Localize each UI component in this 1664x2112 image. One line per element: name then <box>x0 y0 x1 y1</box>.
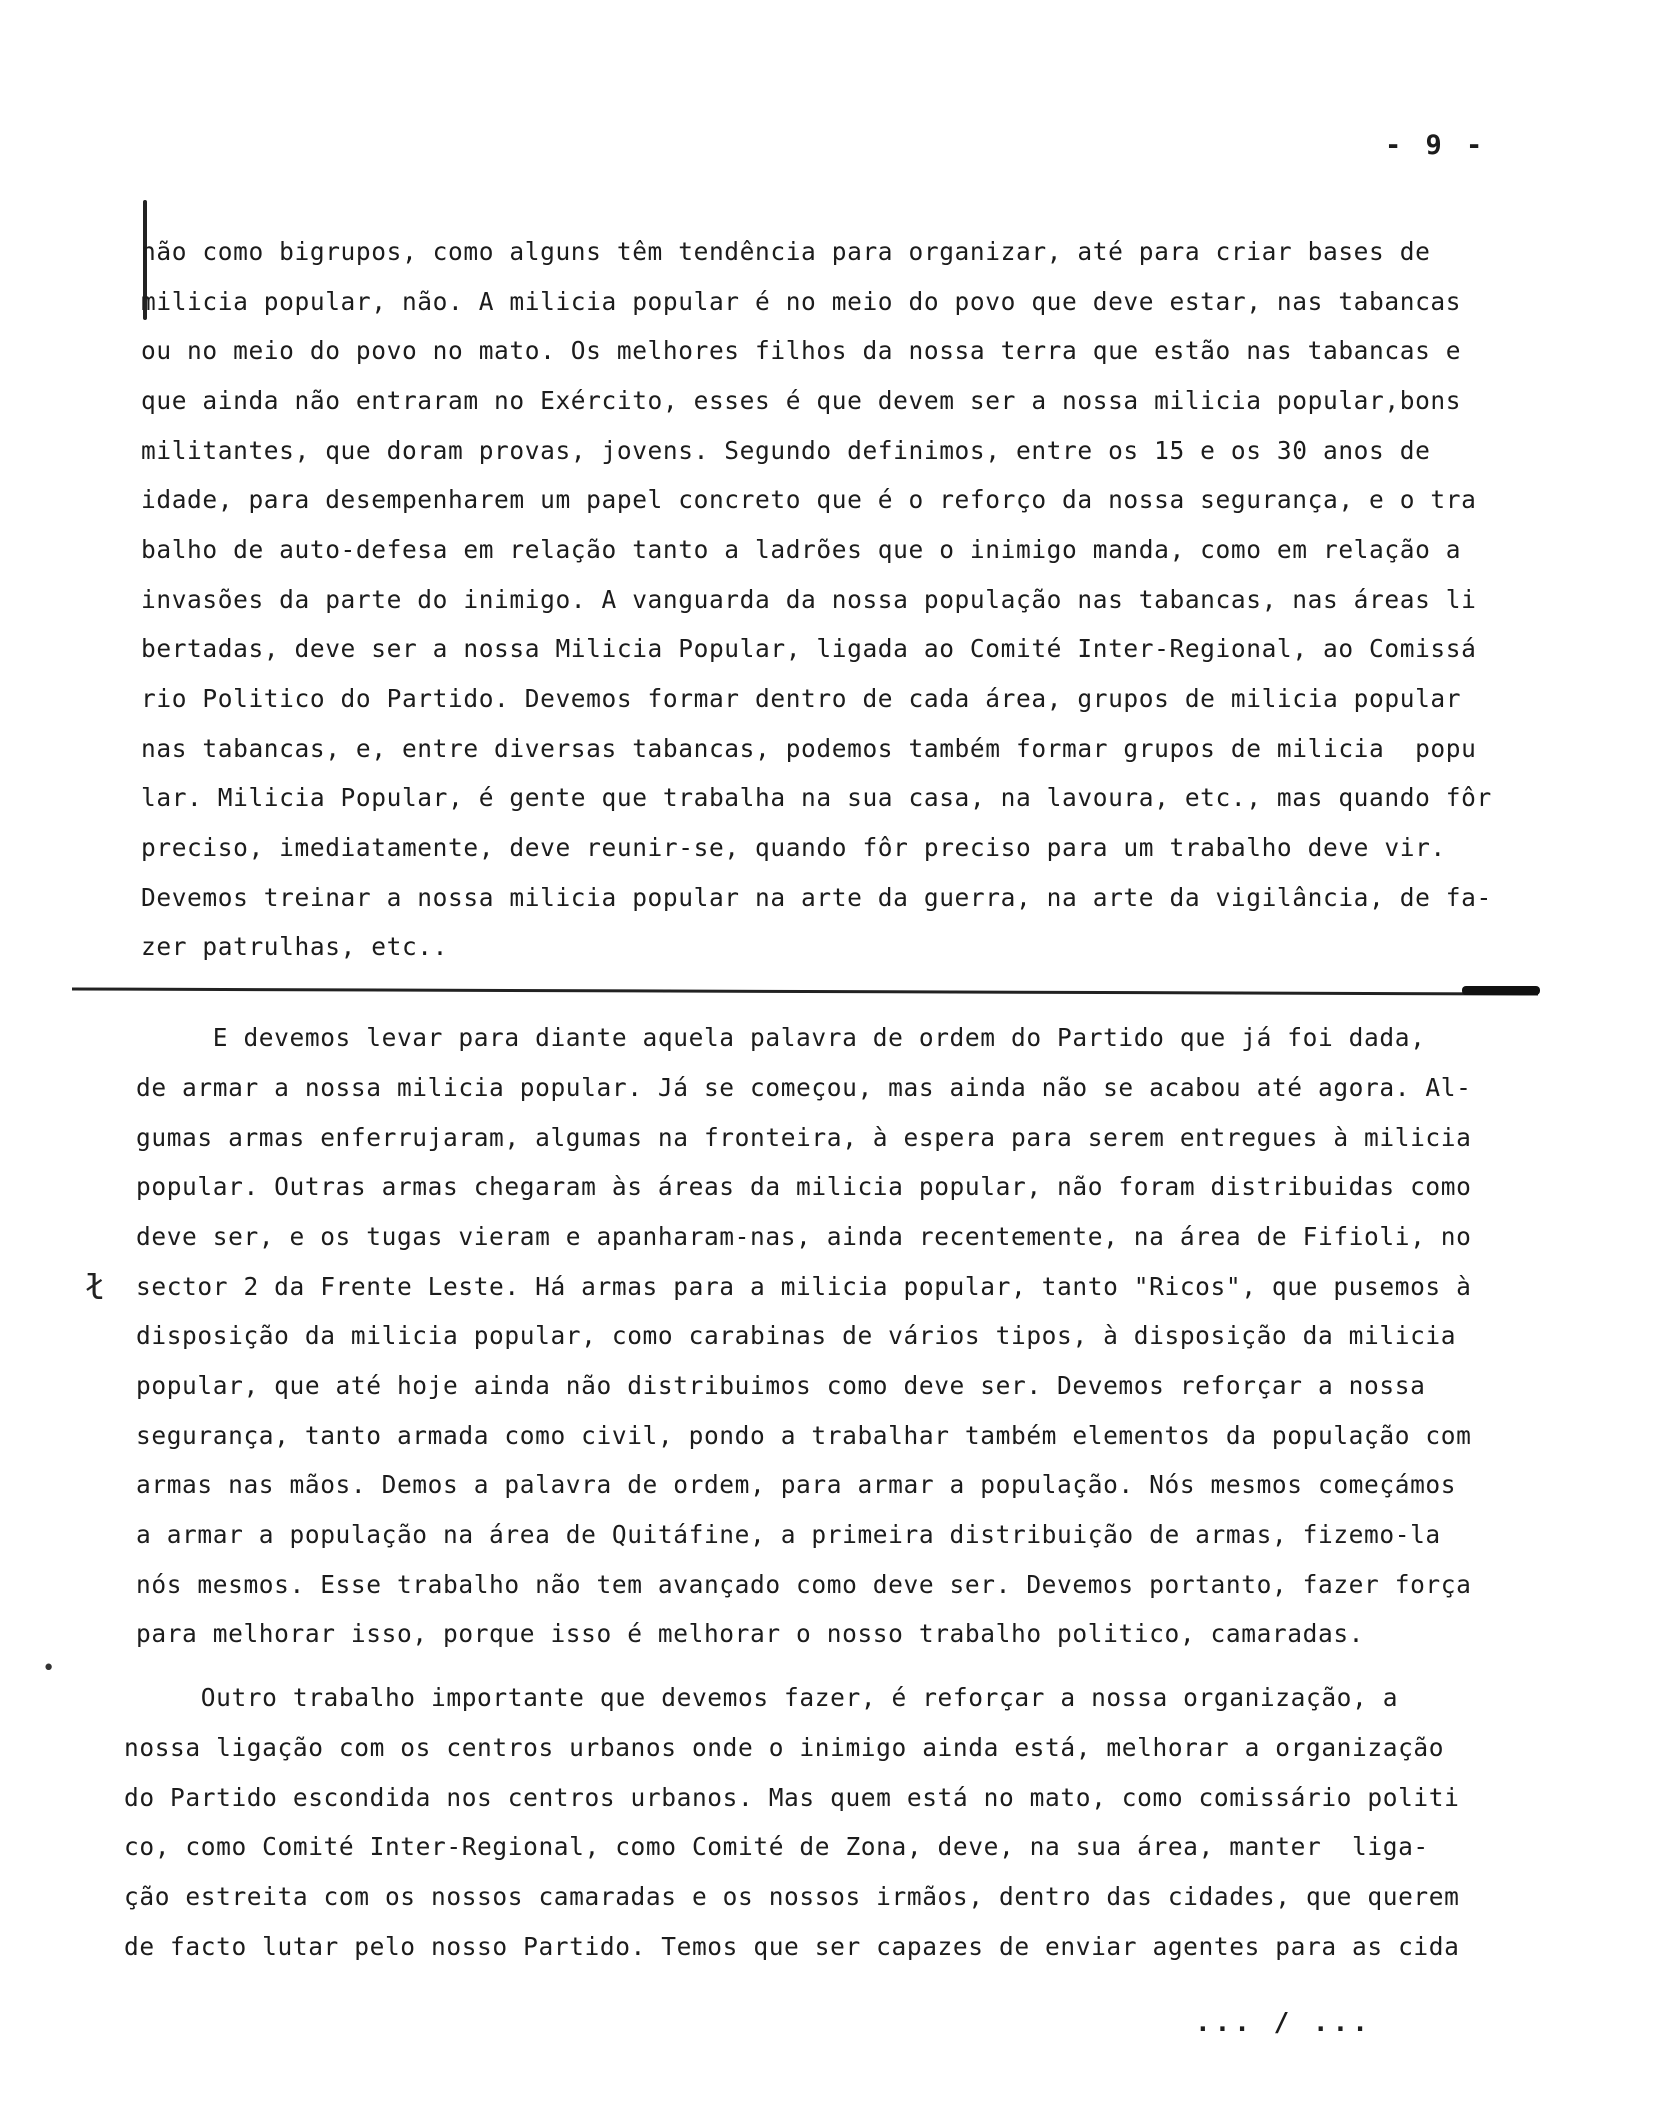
margin-dot: • <box>42 1656 56 1681</box>
text-line: E devemos levar para diante aquela palavra de ordem do Partido que já foi dada, <box>136 1023 1426 1052</box>
text-line: nas tabancas, e, entre diversas tabancas, podemos também formar grupos de milicia popu <box>141 734 1477 763</box>
text-line: ou no meio do povo no mato. Os melhores filhos da nossa terra que estão nas tabancas e <box>141 336 1462 365</box>
text-line: que ainda não entraram no Exército, esses é que devem ser a nossa milicia popular,bons <box>141 386 1462 415</box>
continuation-mark: ... / ... <box>1195 2008 1372 2038</box>
text-line: preciso, imediatamente, deve reunir-se, quando fôr preciso para um trabalho deve vir. <box>141 833 1446 862</box>
section-divider <box>72 987 1538 995</box>
text-line: disposição da milicia popular, como carabinas de vários tipos, à disposição da milicia <box>136 1321 1457 1350</box>
text-line: não como bigrupos, como alguns têm tendência para organizar, até para criar bases de <box>141 237 1431 266</box>
text-line: zer patrulhas, etc.. <box>141 932 449 961</box>
text-line: de armar a nossa milicia popular. Já se começou, mas ainda não se acabou até agora. Al- <box>136 1073 1472 1102</box>
text-line: Devemos treinar a nossa milicia popular na arte da guerra, na arte da vigilância, de fa- <box>141 883 1492 912</box>
text-line: deve ser, e os tugas vieram e apanharam-nas, ainda recentemente, na área de Fifioli, no <box>136 1222 1472 1251</box>
text-line: rio Politico do Partido. Devemos formar dentro de cada área, grupos de milicia popular <box>141 684 1462 713</box>
text-line: lar. Milicia Popular, é gente que trabalha na sua casa, na lavoura, etc., mas quando fôr <box>141 783 1492 812</box>
text-line: co, como Comité Inter-Regional, como Comité de Zona, deve, na sua área, manter liga- <box>124 1832 1429 1861</box>
text-line: gumas armas enferrujaram, algumas na fronteira, à espera para serem entregues à milicia <box>136 1123 1472 1152</box>
page-number: - 9 - <box>1385 130 1487 161</box>
text-line: popular. Outras armas chegaram às áreas da milicia popular, não foram distribuidas como <box>136 1172 1472 1201</box>
text-line: idade, para desempenharem um papel concreto que é o reforço da nossa segurança, e o tra <box>141 485 1477 514</box>
divider-ink-smudge <box>1462 986 1540 995</box>
text-line: de facto lutar pelo nosso Partido. Temos que ser capazes de enviar agentes para as cida <box>124 1932 1460 1961</box>
text-line: militantes, que doram provas, jovens. Segundo definimos, entre os 15 e os 30 anos de <box>141 436 1431 465</box>
text-line: ção estreita com os nossos camaradas e os nossos irmãos, dentro das cidades, que querem <box>124 1882 1460 1911</box>
text-line: para melhorar isso, porque isso é melhorar o nosso trabalho politico, camaradas. <box>136 1619 1365 1648</box>
text-line: Outro trabalho importante que devemos fazer, é reforçar a nossa organização, a <box>124 1683 1399 1712</box>
text-line: milicia popular, não. A milicia popular é no meio do povo que deve estar, nas tabancas <box>141 287 1462 316</box>
text-line: do Partido escondida nos centros urbanos. Mas quem está no mato, como comissário politi <box>124 1783 1460 1812</box>
text-line: popular, que até hoje ainda não distribuimos como deve ser. Devemos reforçar a nossa <box>136 1371 1426 1400</box>
text-line: armas nas mãos. Demos a palavra de ordem, para armar a população. Nós mesmos começámos <box>136 1470 1457 1499</box>
text-line: segurança, tanto armada como civil, pondo a trabalhar também elementos da população com <box>136 1421 1472 1450</box>
text-line: nós mesmos. Esse trabalho não tem avançado como deve ser. Devemos portanto, fazer força <box>136 1570 1472 1599</box>
margin-mark: ł <box>85 1268 106 1308</box>
text-line: bertadas, deve ser a nossa Milicia Popular, ligada ao Comité Inter-Regional, ao Comissá <box>141 634 1477 663</box>
text-line: a armar a população na área de Quitáfine, a primeira distribuição de armas, fizemo-la <box>136 1520 1441 1549</box>
text-line: sector 2 da Frente Leste. Há armas para a milicia popular, tanto "Ricos", que pusemos à <box>136 1272 1472 1301</box>
text-line: nossa ligação com os centros urbanos onde o inimigo ainda está, melhorar a organização <box>124 1733 1445 1762</box>
text-line: invasões da parte do inimigo. A vanguarda da nossa população nas tabancas, nas áreas li <box>141 585 1477 614</box>
text-line: balho de auto-defesa em relação tanto a ladrões que o inimigo manda, como em relação a <box>141 535 1462 564</box>
